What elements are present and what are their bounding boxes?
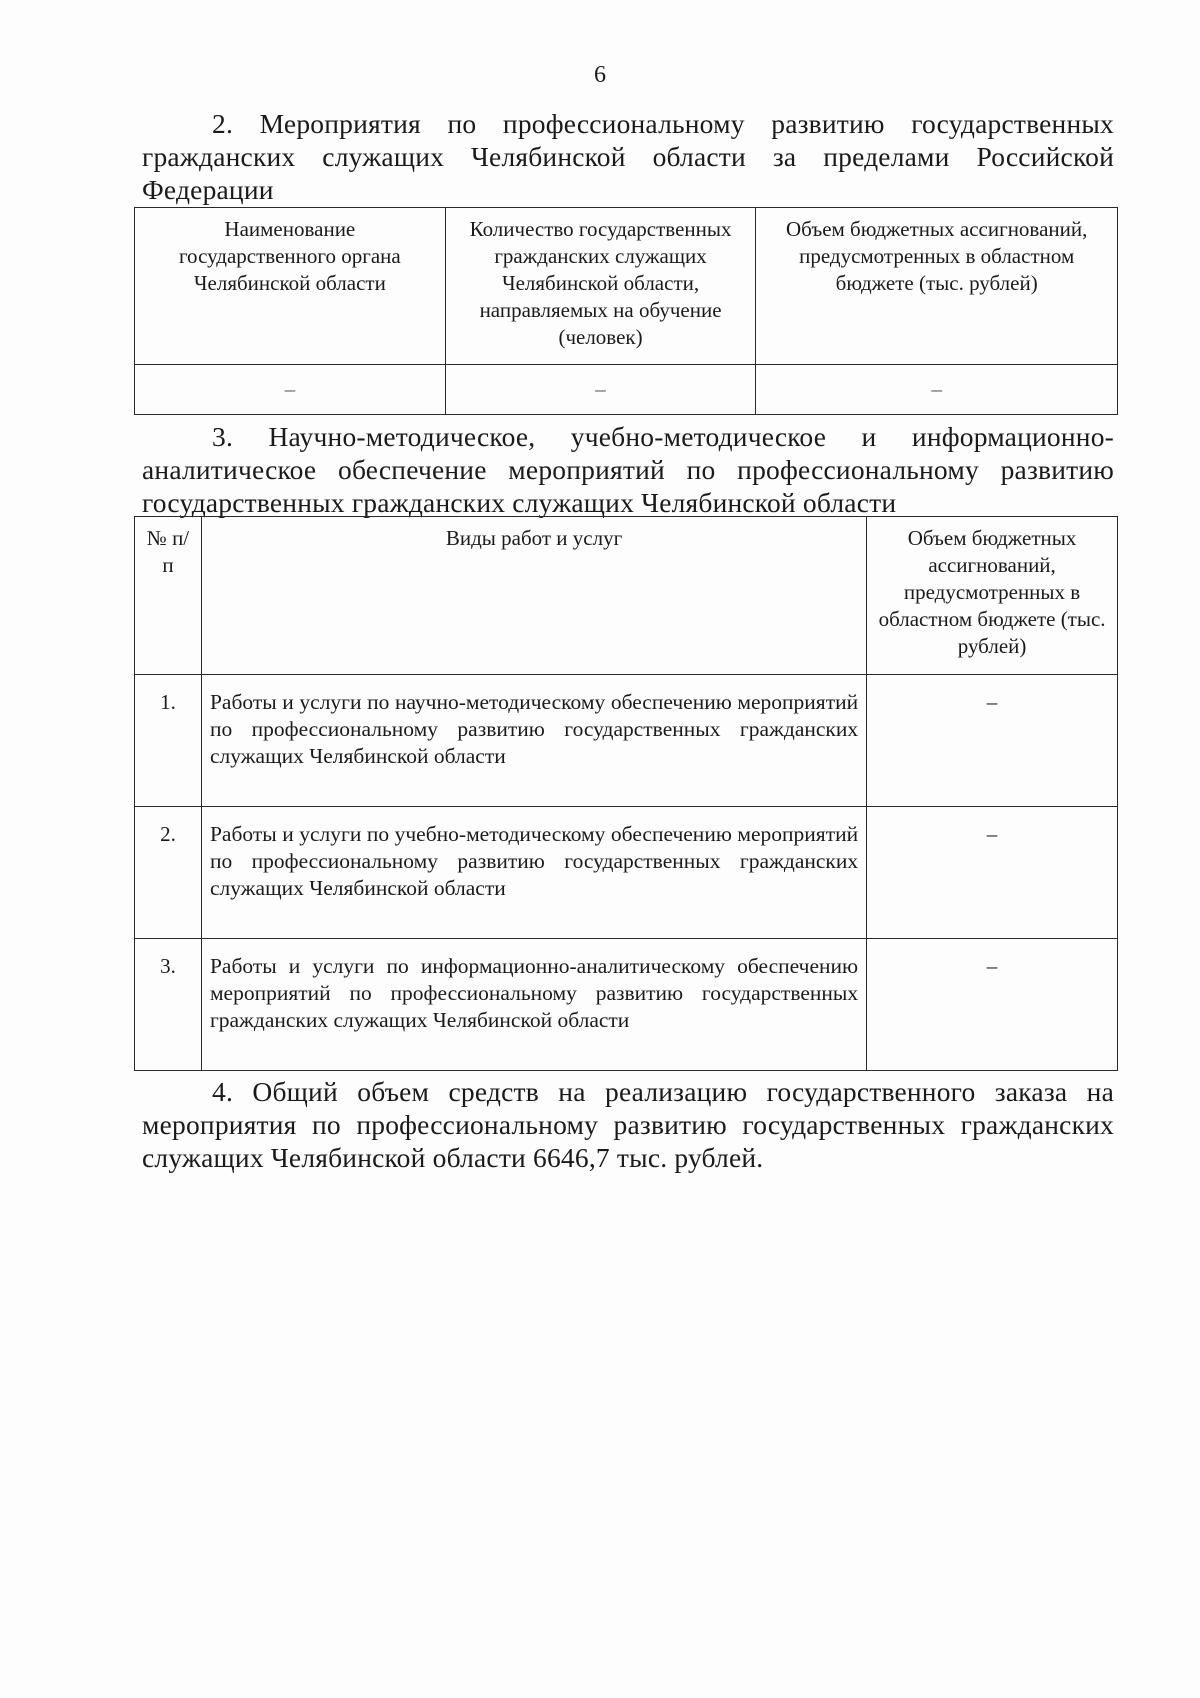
header-budget: Объем бюджетных ассигнований, предусмотренных в областном бюджете (тыс. рублей): [867, 517, 1118, 675]
section-2-table: [134, 207, 1118, 415]
row-description: Работы и услуги по научно-методическому обеспечению мероприятий по профессиональному развитию государственных гражданских служащих Челябинской области: [201, 675, 866, 807]
table-row: [135, 365, 1118, 415]
row-description: Работы и услуги по учебно-методическому обеспечению мероприятий по профессиональному развитию государственных гражданских служащих Челябинской области: [201, 807, 866, 939]
section-3-heading: 3. Научно-методическое, учебно-методическое и информационно-аналитическое обеспечение мероприятий по профессиональному развитию государственных гражданских служащих Челябинской области: [142, 421, 1114, 518]
section-4-text: 4. Общий объем средств на реализацию государственного заказа на мероприятия по профессиональному развитию государственных гражданских служащих Челябинской области 6646,7 тыс. рублей.: [142, 1076, 1114, 1173]
table-header-row: [135, 517, 1118, 675]
row-budget: –: [867, 939, 1118, 1071]
row-budget: –: [867, 675, 1118, 807]
row-number: 2.: [135, 807, 202, 939]
cell-budget: –: [756, 365, 1118, 415]
table-row: [135, 939, 1118, 1071]
header-organ-name: Наименование государственного органа Челябинской области: [135, 208, 446, 365]
section-2-heading: 2. Мероприятия по профессиональному развитию государственных гражданских служащих Челябинской области за пределами Российской Федерации: [142, 108, 1114, 205]
table-row: [135, 675, 1118, 807]
page-number: 6: [594, 62, 606, 88]
cell-organ-name: –: [135, 365, 446, 415]
row-description: Работы и услуги по информационно-аналитическому обеспечению мероприятий по профессиональному развитию государственных гражданских служащих Челябинской области: [201, 939, 866, 1071]
row-number: 3.: [135, 939, 202, 1071]
row-number: 1.: [135, 675, 202, 807]
header-budget: Объем бюджетных ассигнований, предусмотренных в областном бюджете (тыс. рублей): [756, 208, 1118, 365]
row-budget: –: [867, 807, 1118, 939]
header-number: № п/п: [135, 517, 202, 675]
table-header-row: [135, 208, 1118, 365]
header-staff-count: Количество государственных гражданских служащих Челябинской области, направляемых на обучение (человек): [445, 208, 756, 365]
section-3-table: [134, 516, 1118, 1071]
cell-staff-count: –: [445, 365, 756, 415]
table-row: [135, 807, 1118, 939]
header-work-types: Виды работ и услуг: [201, 517, 866, 675]
